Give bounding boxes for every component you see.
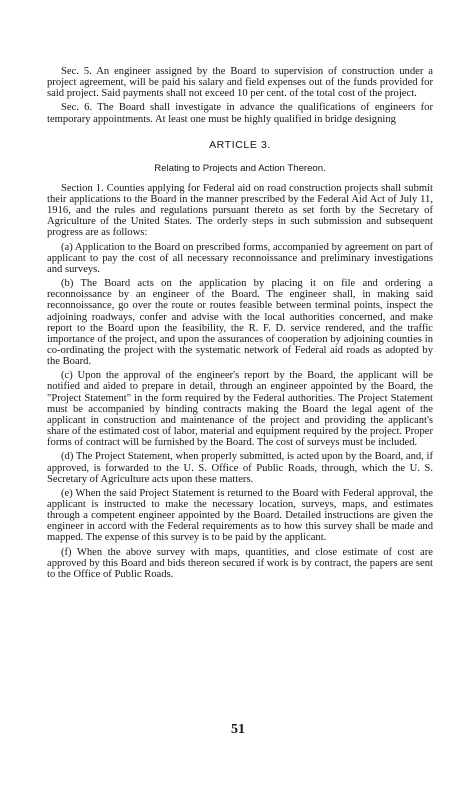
article-body	[47, 183, 433, 580]
preliminary-sections	[47, 66, 433, 125]
page-number: 51	[231, 722, 245, 737]
article-subtitle: Relating to Projects and Action Thereon.	[154, 162, 326, 174]
document-page	[47, 66, 433, 580]
clause-d-paragraph: (d) The Project Statement, when properly submitted, is acted upon by the Board, and, if approved, is forwarded to the U. S. Office of Public Roads, through, which the U. S. Secretary of Agriculture acts upon these matters.	[47, 451, 433, 485]
section-6-paragraph: Sec. 6. The Board shall investigate in advance the qualifications of engineers for temporary appointments. At least one must be highly qualified in bridge designing	[47, 102, 433, 125]
clause-e-paragraph: (e) When the said Project Statement is returned to the Board with Federal approval, the applicant is instructed to make the necessary location, surveys, maps, and estimates through a competent engineer appointed by the Board. Detailed instructions are given the engineer in accord with the Federal requirements as to how this survey shall be made and mapped. The expense of this survey is to be paid by the applicant.	[47, 487, 433, 544]
clause-a-paragraph: (a) Application to the Board on prescribed forms, accompanied by agreement on part of applicant to pay the cost of all necessary reconnoissance and preliminary investigations and surveys.	[47, 241, 433, 275]
clause-c-paragraph: (c) Upon the approval of the engineer's report by the Board, the applicant will be notified and aided to prepare in detail, through an engineer appointed by the Board, the "Project Statement" in the form required by the Federal authorities. The Project Statement must be accompanied by binding contracts making the Board the legal agent of the applicant in construction and maintenance of the project and providing the applicant's share of the estimated cost of labor, material and equipment required by the project. Proper forms of contract will be furnished by the Board. The cost of surveys must be included.	[47, 370, 433, 449]
clause-b-paragraph: (b) The Board acts on the application by placing it on file and ordering a reconnoissance by an engineer of the Board. The engineer shall, in making said reconnoissance, go over the route or routes feasible between terminal points, inspect the adjoining roadways, confer and advise with the local authorities concerned, and make report to the Board upon the feasibility, the R. F. D. service rendered, and the traffic importance of the project, and upon the assurances of cooperation by adjoining counties in co-ordinating the project with the systematic network of Federal aid roads as adopted by the Board.	[47, 278, 433, 368]
section-5-paragraph: Sec. 5. An engineer assigned by the Board to supervision of construction under a project agreement, will be paid his salary and field expenses out of the funds provided for said project. Said payments shall not exceed 10 per cent. of the total cost of the project.	[47, 66, 433, 100]
section-1-paragraph: Section 1. Counties applying for Federal aid on road construction projects shall submit their applications to the Board in the manner prescribed by the Federal Aid Act of July 11, 1916, and the rules and regulations pursuant thereto as set forth by the Secretary of Agriculture of the United States. The orderly steps in such submission and subsequent progress are as follows:	[47, 182, 433, 239]
clause-f-paragraph: (f) When the above survey with maps, quantities, and close estimate of cost are approved by this Board and bids thereon secured if work is by contract, the papers are sent to the Office of Public Roads.	[47, 546, 433, 580]
article-title: ARTICLE 3.	[209, 138, 271, 151]
